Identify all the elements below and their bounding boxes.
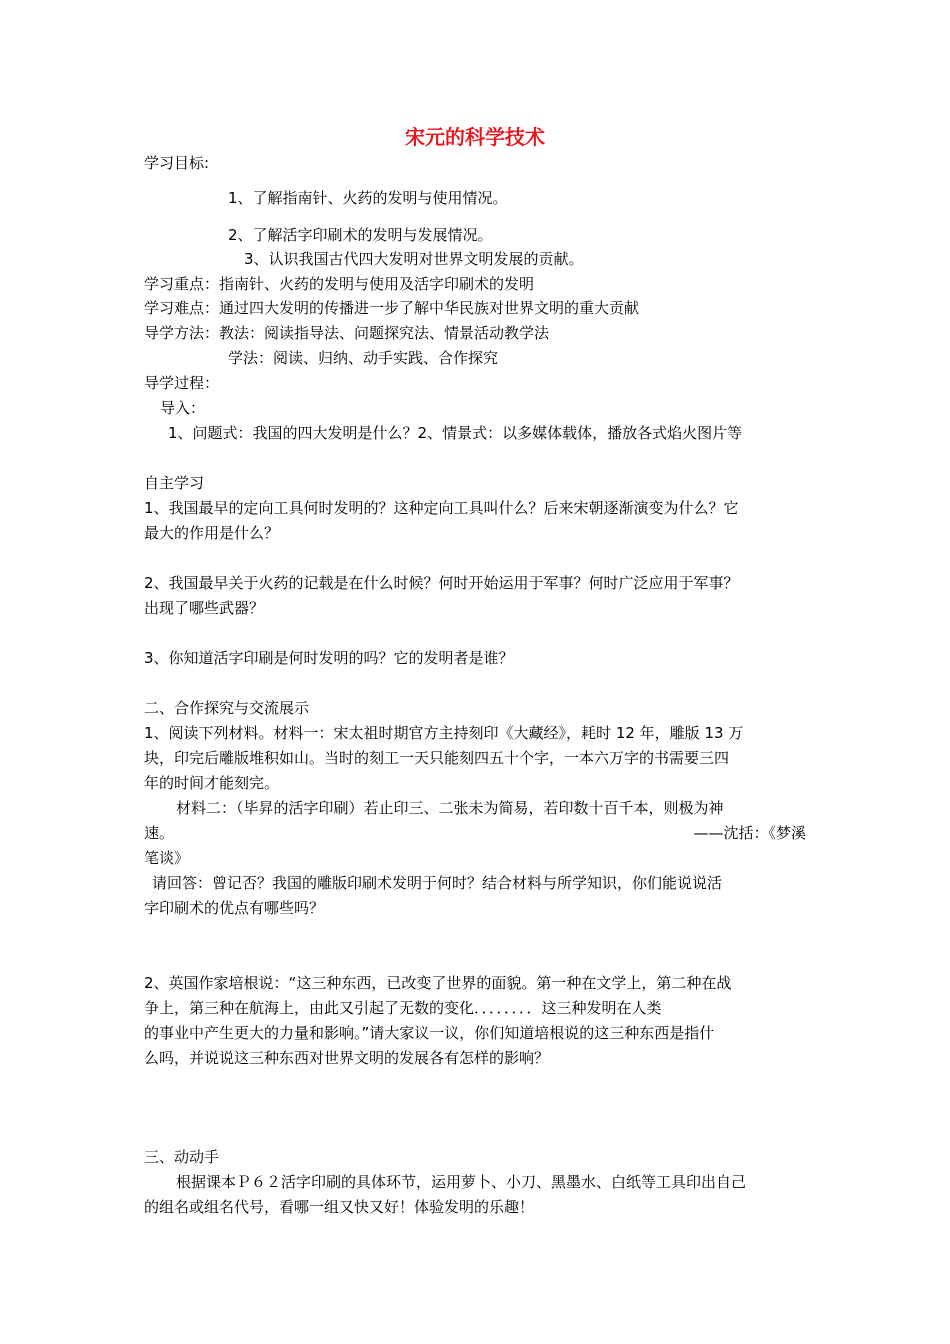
material-text: 1、阅读下列材料。材料一：宋太祖时期官方主持刻印《大藏经》，耗时 12 年，雕版 13 万 <box>144 724 744 742</box>
process-label: 导学过程： <box>144 374 220 392</box>
question-text: 么吗，并说说这三种东西对世界文明的发展各有怎样的影响？ <box>144 1049 550 1067</box>
citation: 笔谈》 <box>144 849 190 867</box>
intro-text: 1、问题式：我国的四大发明是什么？2、情景式：以多媒体载体，播放各式焰火图片等 <box>168 424 743 442</box>
activity-text: 的组名或组名代号，看哪一组又快又好！体验发明的乐趣！ <box>144 1198 535 1216</box>
question-text: 出现了哪些武器？ <box>144 599 265 617</box>
question-text: 请回答：曾记否？我国的雕版印刷术发明于何时？结合材料与所学知识，你们能说说活 <box>152 874 723 892</box>
hands-on-heading: 三、动动手 <box>144 1148 220 1166</box>
material-text: 材料二：（毕昇的活字印刷）若止印三、二张未为简易，若印数十百千本，则极为神 <box>176 799 724 817</box>
activity-text: 根据课本Ｐ６２活字印刷的具体环节，运用萝卜、小刀、黑墨水、白纸等工具印出自己 <box>176 1173 747 1191</box>
objective-item: 2、了解活字印刷术的发明与发展情况。 <box>228 226 493 244</box>
question-text: 3、你知道活字印刷是何时发明的吗？它的发明者是谁？ <box>144 649 514 667</box>
question-text: 字印刷术的优点有哪些吗？ <box>144 899 325 917</box>
question-text: 最大的作用是什么？ <box>144 524 280 542</box>
objective-item: 3、认识我国古代四大发明对世界文明发展的贡献。 <box>244 250 584 268</box>
teaching-method: 导学方法：教法：阅读指导法、问题探究法、情景活动教学法 <box>144 324 550 342</box>
question-text: 争上，第三种在航海上，由此又引起了无数的变化．．．．．．．．这三种发明在人类 <box>144 999 662 1017</box>
citation: ——沈括：《梦溪 <box>693 824 806 842</box>
self-study-heading: 自主学习 <box>144 474 205 492</box>
objective-item: 1、了解指南针、火药的发明与使用情况。 <box>228 189 508 207</box>
material-text: 块，印完后雕版堆积如山。当时的刻工一天只能刻四五十个字，一本六万字的书需要三四 <box>144 749 730 767</box>
objectives-label: 学习目标: <box>144 154 210 172</box>
question-text: 1、我国最早的定向工具何时发明的？这种定向工具叫什么？后来宋朝逐渐演变为什么？它 <box>144 499 739 517</box>
cooperation-heading: 二、合作探究与交流展示 <box>144 699 310 717</box>
intro-label: 导入： <box>160 399 206 417</box>
learning-method: 学法：阅读、归纳、动手实践、合作探究 <box>228 349 499 367</box>
difficulties: 学习难点：通过四大发明的传播进一步了解中华民族对世界文明的重大贡献 <box>144 299 640 317</box>
page-title: 宋元的科学技术 <box>405 125 545 149</box>
material-text: 速。 <box>144 824 175 842</box>
key-points: 学习重点：指南针、火药的发明与使用及活字印刷术的发明 <box>144 275 535 293</box>
question-text: 2、英国作家培根说：“这三种东西，已改变了世界的面貌。第一种在文学上，第二种在战 <box>144 974 732 992</box>
material-text: 年的时间才能刻完。 <box>144 774 280 792</box>
question-text: 2、我国最早关于火药的记载是在什么时候？何时开始运用于军事？何时广泛应用于军事？ <box>144 574 739 592</box>
question-text: 的事业中产生更大的力量和影响。”请大家议一议，你们知道培根说的这三种东西是指什 <box>144 1024 715 1042</box>
